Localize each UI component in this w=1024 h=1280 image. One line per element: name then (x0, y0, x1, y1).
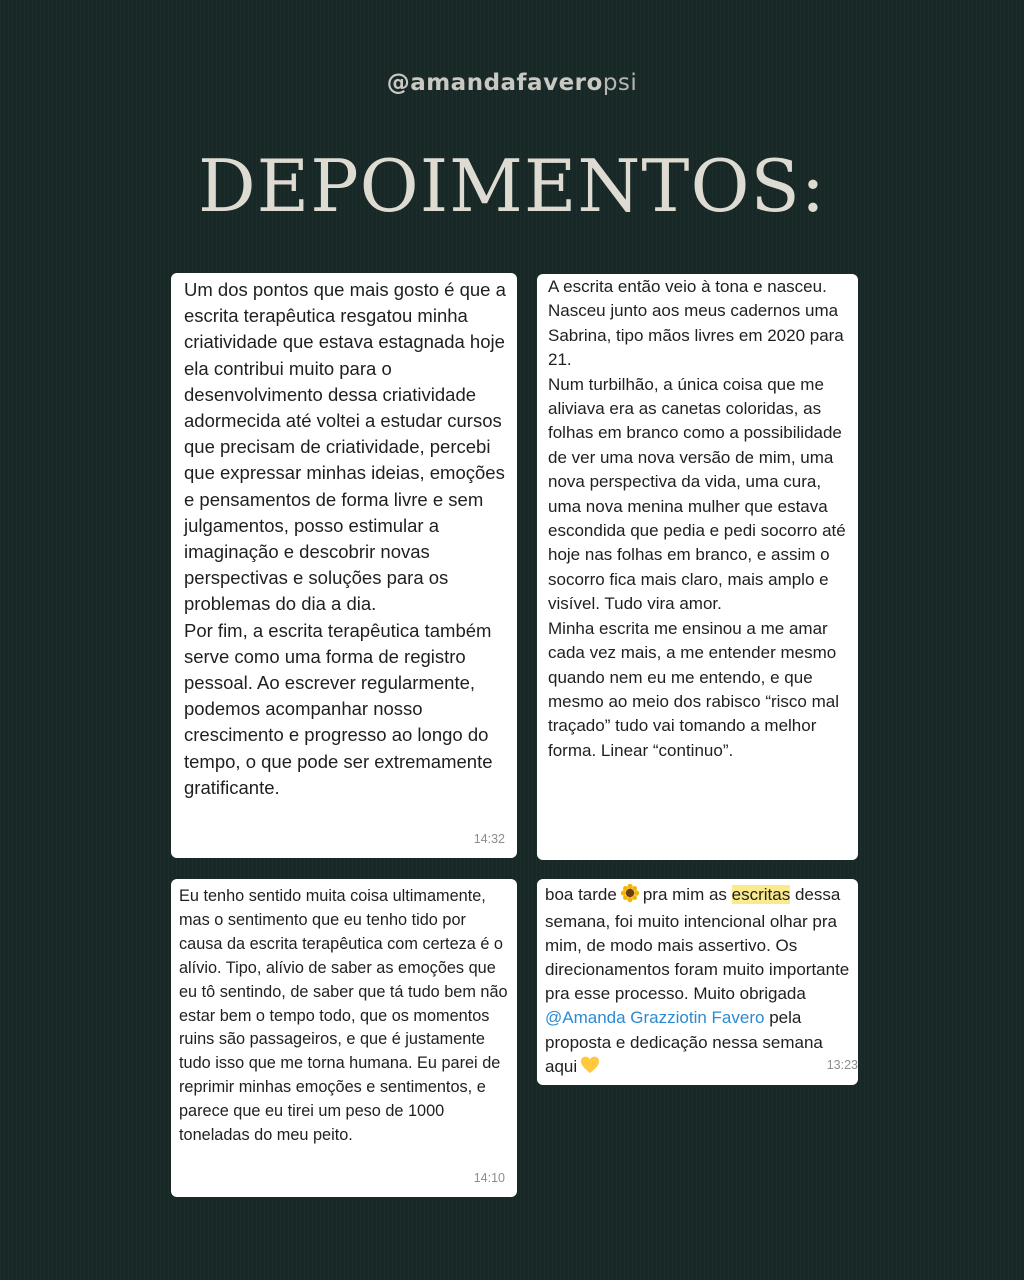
message-paragraph: Minha escrita me ensinou a me amar cada vez mais, a me entender mesmo quando nem eu me entendo, e que mesmo ao meio dos rabisco “risco mal traçado” tudo vai tomando a melhor forma. Linear “continuo”. (548, 618, 839, 760)
testimonial-card-relief (171, 879, 517, 1197)
user-mention-link[interactable]: @Amanda Grazziotin Favero (545, 1008, 765, 1028)
message-text: pela proposta e dedicação nessa semana aqui (545, 1008, 823, 1076)
message-paragraph: Um dos pontos que mais gosto é que a escrita terapêutica resgatou minha criatividade que estava estagnada hoje ela contribui muito para o desenvolvimento dessa criatividade adormecida até voltei a estudar cursos que precisam de criatividade, percebi que expressar minhas ideias, emoções e pensamentos de forma livre e sem julgamentos, posso estimular a imaginação e descobrir novas perspectivas e soluções para os problemas do dia a dia. (184, 279, 506, 615)
greeting-text: boa tarde (545, 885, 617, 904)
message-paragraph: Nasceu junto aos meus cadernos uma Sabrina, tipo mãos livres em 2020 para 21. (548, 301, 844, 370)
message-text: dessa semana, foi muito intencional olhar pra mim, de modo mais assertivo. Os direcionamentos foram muito importante pra esse processo. Muito obrigada (545, 885, 850, 1004)
message-paragraph: A escrita então veio à tona e nasceu. (548, 277, 827, 296)
message-text: pra mim as (642, 885, 727, 904)
message-paragraph (545, 883, 850, 1082)
message-paragraph: Eu tenho sentido muita coisa ultimamente, mas o sentimento que eu tenho tido por causa da escrita terapêutica com certeza é o alívio. Tipo, alívio de saber as emoções que eu tô sentindo, de saber que tá tudo bem não estar bem o tempo todo, que os momentos ruins são passageiros, e que é justamente tudo isso que me torna humana. Eu parei de reprimir minhas emoções e sentimentos, e parece que eu tirei um peso de 1000 toneladas do meu peito. (179, 887, 508, 1145)
handle-suffix: psi (602, 70, 638, 96)
testimonial-card-creativity (171, 273, 517, 858)
testimonial-card-gratitude (537, 879, 858, 1085)
sunflower-icon (620, 883, 640, 910)
message-timestamp: 13:23 (826, 1057, 858, 1072)
testimonial-card-writing (537, 274, 858, 860)
message-paragraph: Num turbilhão, a única coisa que me aliviava era as canetas coloridas, as folhas em branco como a possibilidade de ver uma nova versão de mim, uma nova perspectiva da vida, uma cura, uma nova menina mulher que estava escondida que pedia e pedi socorro até hoje nas folhas em branco, e assim o socorro fica mais claro, mais amplo e visível. Tudo vira amor. (548, 374, 846, 614)
message-paragraph: Por fim, a escrita terapêutica também serve como uma forma de registro pessoal. Ao escrever regularmente, podemos acompanhar nosso crescimento e progresso ao longo do tempo, o que pode ser extremamente gratificante. (184, 619, 493, 798)
yellow-heart-icon (580, 1055, 600, 1082)
handle-name: @amandafavero (386, 70, 603, 96)
page-title: DEPOIMENTOS: (197, 144, 827, 228)
highlighted-word: escritas (731, 885, 791, 904)
message-timestamp: 14:10 (473, 1171, 505, 1186)
message-timestamp: 14:32 (473, 831, 505, 846)
instagram-handle (0, 70, 1024, 96)
